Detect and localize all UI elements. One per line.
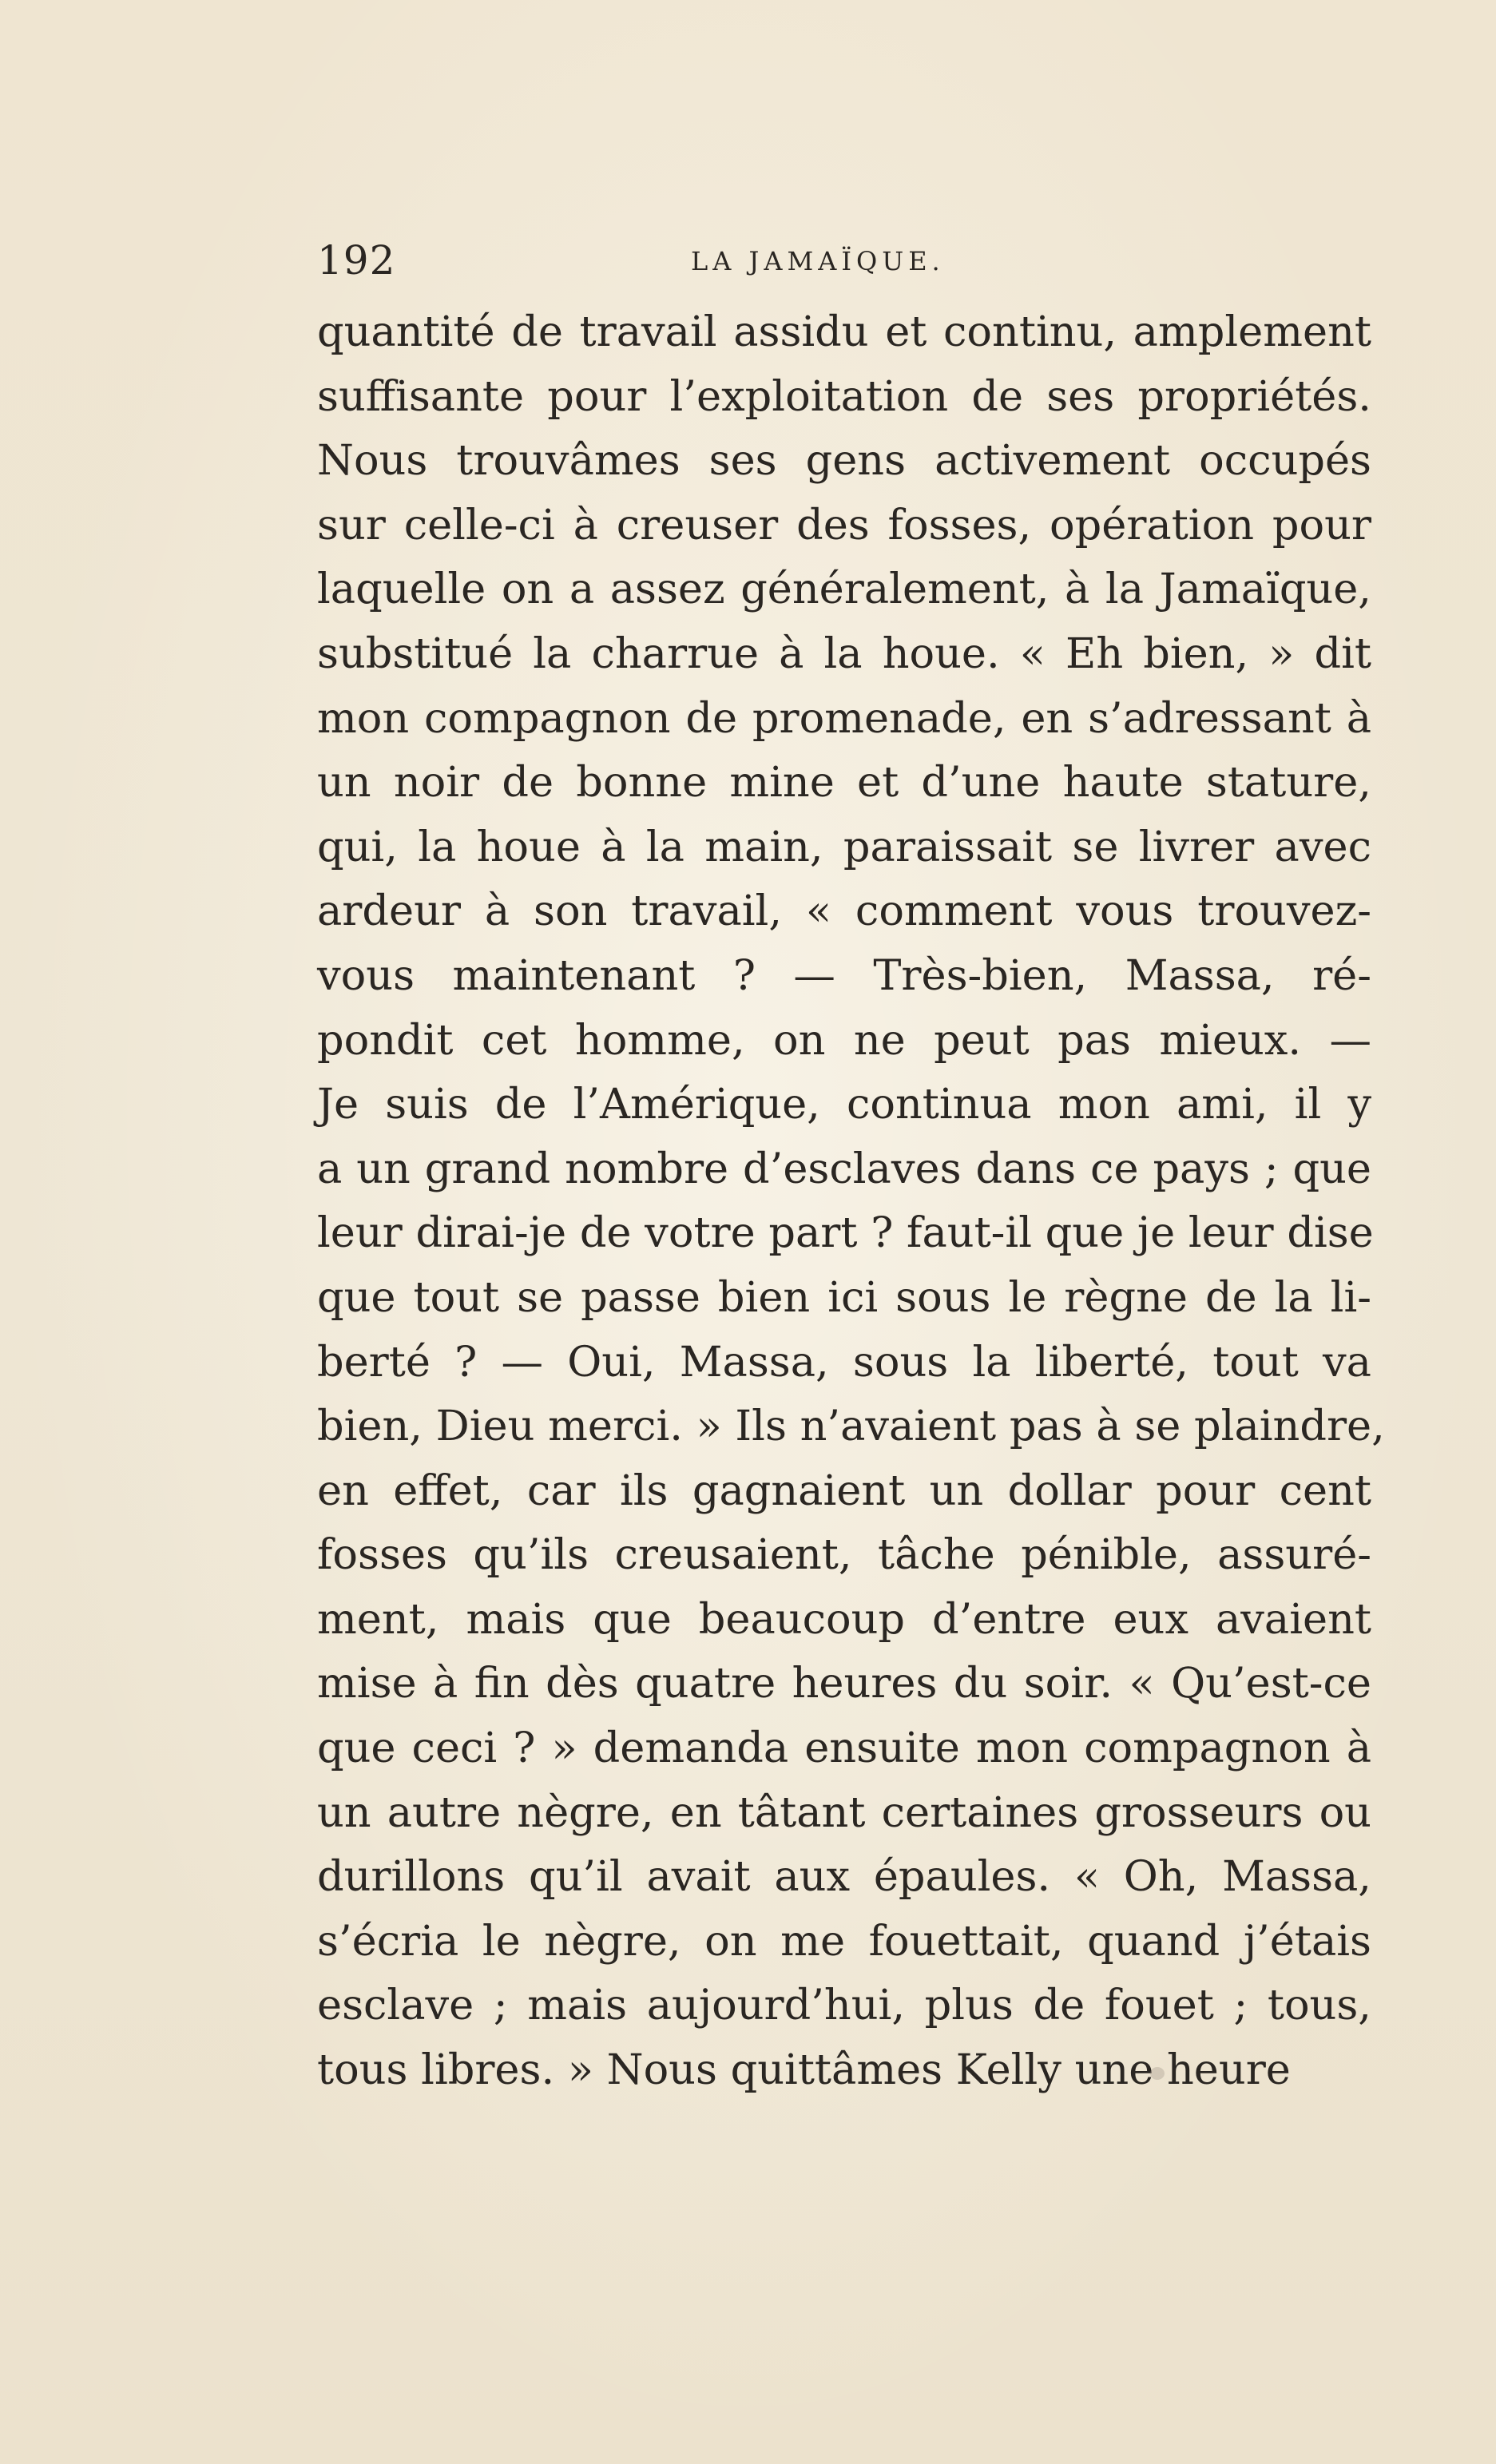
page-header — [317, 236, 1371, 284]
text-line: berté ? — Oui, Massa, sous la liberté, tout va — [317, 1337, 1371, 1387]
text-line: laquelle on a assez généralement, à la Jamaïque, — [317, 565, 1371, 614]
text-line: Nous trouvâmes ses gens activement occupés — [317, 436, 1371, 486]
text-line: vous maintenant ? — Très-bien, Massa, ré- — [317, 950, 1371, 1000]
text-line: Je suis de l’Amérique, continua mon ami, il y — [317, 1080, 1371, 1129]
text-line: bien, Dieu merci. » Ils n’avaient pas à se plaindre, — [317, 1402, 1385, 1451]
text-line: un autre nègre, en tâtant certaines grosseurs ou — [317, 1787, 1371, 1837]
paper-spot — [1150, 2067, 1165, 2080]
running-head: LA JAMAÏQUE. — [691, 246, 945, 276]
text-line: que ceci ? » demanda ensuite mon compagnon à — [317, 1724, 1371, 1773]
body-text — [317, 300, 1385, 2103]
text-line: qui, la houe à la main, paraissait se livrer avec — [317, 822, 1371, 871]
text-line: tous libres. » Nous quittâmes Kelly une heure — [317, 2045, 1291, 2095]
text-line: leur dirai-je de votre part ? faut-il que je leur dise — [317, 1208, 1374, 1258]
text-line: pondit cet homme, on ne peut pas mieux. — — [317, 1015, 1371, 1065]
text-line: mise à fin dès quatre heures du soir. « Qu’est-ce — [317, 1659, 1371, 1708]
text-line: esclave ; mais aujourd’hui, plus de fouet ; tous, — [317, 1981, 1371, 2030]
text-line: fosses qu’ils creusaient, tâche pénible, assuré- — [317, 1530, 1371, 1580]
text-line: un noir de bonne mine et d’une haute stature, — [317, 758, 1371, 807]
text-line: durillons qu’il avait aux épaules. « Oh, Massa, — [317, 1852, 1371, 1902]
text-line: que tout se passe bien ici sous le règne de la li- — [317, 1272, 1371, 1322]
text-line: ment, mais que beaucoup d’entre eux avaient — [317, 1594, 1371, 1644]
text-line: substitué la charrue à la houe. « Eh bien, » dit — [317, 629, 1371, 678]
text-line: ardeur à son travail, « comment vous trouvez- — [317, 887, 1371, 936]
text-line: mon compagnon de promenade, en s’adressant à — [317, 693, 1371, 743]
text-line: quantité de travail assidu et continu, amplement — [317, 308, 1371, 356]
text-line: a un grand nombre d’esclaves dans ce pays ; que — [317, 1144, 1371, 1193]
text-line: suffisante pour l’exploitation de ses propriétés. — [317, 371, 1371, 421]
page-number: 192 — [317, 237, 396, 284]
text-line: en effet, car ils gagnaient un dollar pour cent — [317, 1466, 1371, 1515]
text-line: sur celle-ci à creuser des fosses, opération pour — [317, 500, 1371, 550]
text-line: s’écria le nègre, on me fouettait, quand j’étais — [317, 1916, 1371, 1966]
